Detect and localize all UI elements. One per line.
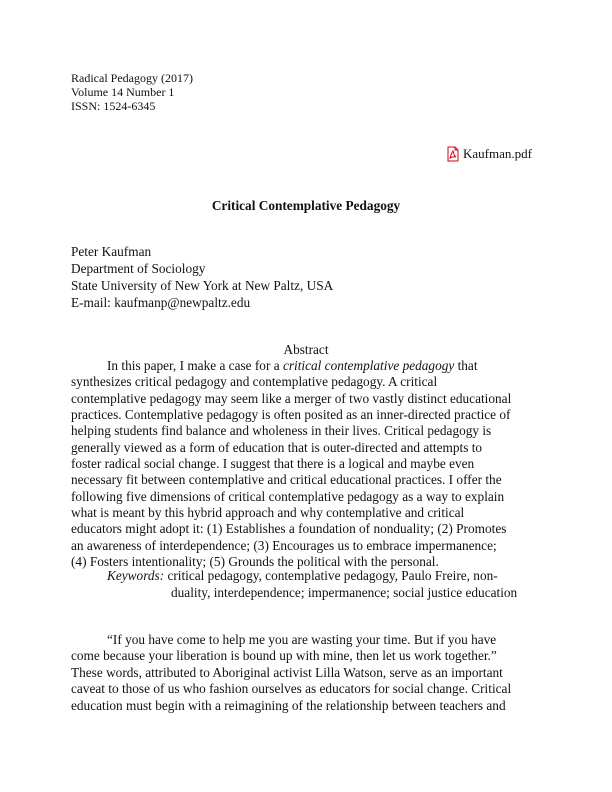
abstract-line: foster radical social change. I suggest that there is a logical and maybe even: [71, 456, 475, 472]
body-line: caveat to those of us who fashion ourselves as educators for social change. Critical: [71, 681, 512, 697]
abstract-line: what is meant by this hybrid approach and why contemplative and critical: [71, 505, 465, 521]
pdf-attachment-link[interactable]: [445, 146, 532, 162]
abstract-line: necessary fit between contemplative and critical educational practices. I offer the: [71, 472, 502, 488]
abstract-line: synthesizes critical pedagogy and contemplative pedagogy. A critical: [71, 374, 438, 390]
author-name: Peter Kaufman: [71, 244, 152, 259]
abstract-line: (4) Fosters intentionality; (5) Grounds the political with the personal.: [71, 554, 439, 570]
keywords-block: [107, 568, 517, 601]
journal-issn: ISSN: 1524-6345: [71, 99, 156, 113]
attachment-filename: Kaufman.pdf: [463, 146, 532, 161]
body-line: education must begin with a reimagining of the relationship between teachers and: [71, 697, 506, 713]
abstract-line: following five dimensions of critical contemplative pedagogy as a way to explain: [71, 488, 505, 504]
abstract-line: helping students find balance and wholeness in their lives. Critical pedagogy is: [71, 423, 492, 439]
abstract-line: contemplative pedagogy may seem like a merger of two vastly distinct educational: [71, 390, 512, 406]
keywords-text: critical pedagogy, contemplative pedagogy, Paulo Freire, non-: [164, 568, 498, 583]
journal-info: [71, 71, 193, 113]
author-university: State University of New York at New Paltz, USA: [71, 278, 334, 293]
abstract-line: educators might adopt it: (1) Establishes a foundation of nonduality; (2) Promotes: [71, 521, 507, 537]
abstract-line: generally viewed as a form of education that is outer-directed and attempts to: [71, 439, 483, 455]
body-line: “If you have come to help me you are wasting your time. But if you have: [107, 632, 497, 647]
body-paragraph: [71, 632, 541, 714]
keywords-label: Keywords:: [107, 568, 165, 583]
author-department: Department of Sociology: [71, 261, 206, 276]
abstract-body: [71, 358, 541, 570]
paper-title: Critical Contemplative Pedagogy: [211, 198, 401, 213]
abstract-line: an awareness of interdependence; (3) Encourages us to embrace impermanence;: [71, 537, 497, 553]
author-email: E-mail: kaufmanp@newpaltz.edu: [71, 295, 251, 310]
abstract-line: [71, 358, 541, 374]
journal-volume: Volume 14 Number 1: [71, 85, 175, 99]
journal-title: Radical Pedagogy (2017): [71, 71, 193, 85]
pdf-icon: [445, 146, 461, 162]
abstract-line: practices. Contemplative pedagogy is often posited as an inner-directed practice of: [71, 407, 511, 423]
author-block: [71, 243, 333, 311]
keywords-text: duality, interdependence; impermanence; social justice education: [171, 584, 518, 600]
abstract-text: In this paper, I make a case for a: [107, 358, 283, 373]
abstract-text: that: [454, 358, 478, 373]
abstract-emphasis: critical contemplative pedagogy: [282, 358, 455, 373]
body-line: These words, attributed to Aboriginal activist Lilla Watson, serve as an important: [71, 664, 503, 680]
abstract-heading: Abstract: [283, 342, 329, 357]
body-line: come because your liberation is bound up with mine, then let us work together.”: [71, 648, 497, 664]
